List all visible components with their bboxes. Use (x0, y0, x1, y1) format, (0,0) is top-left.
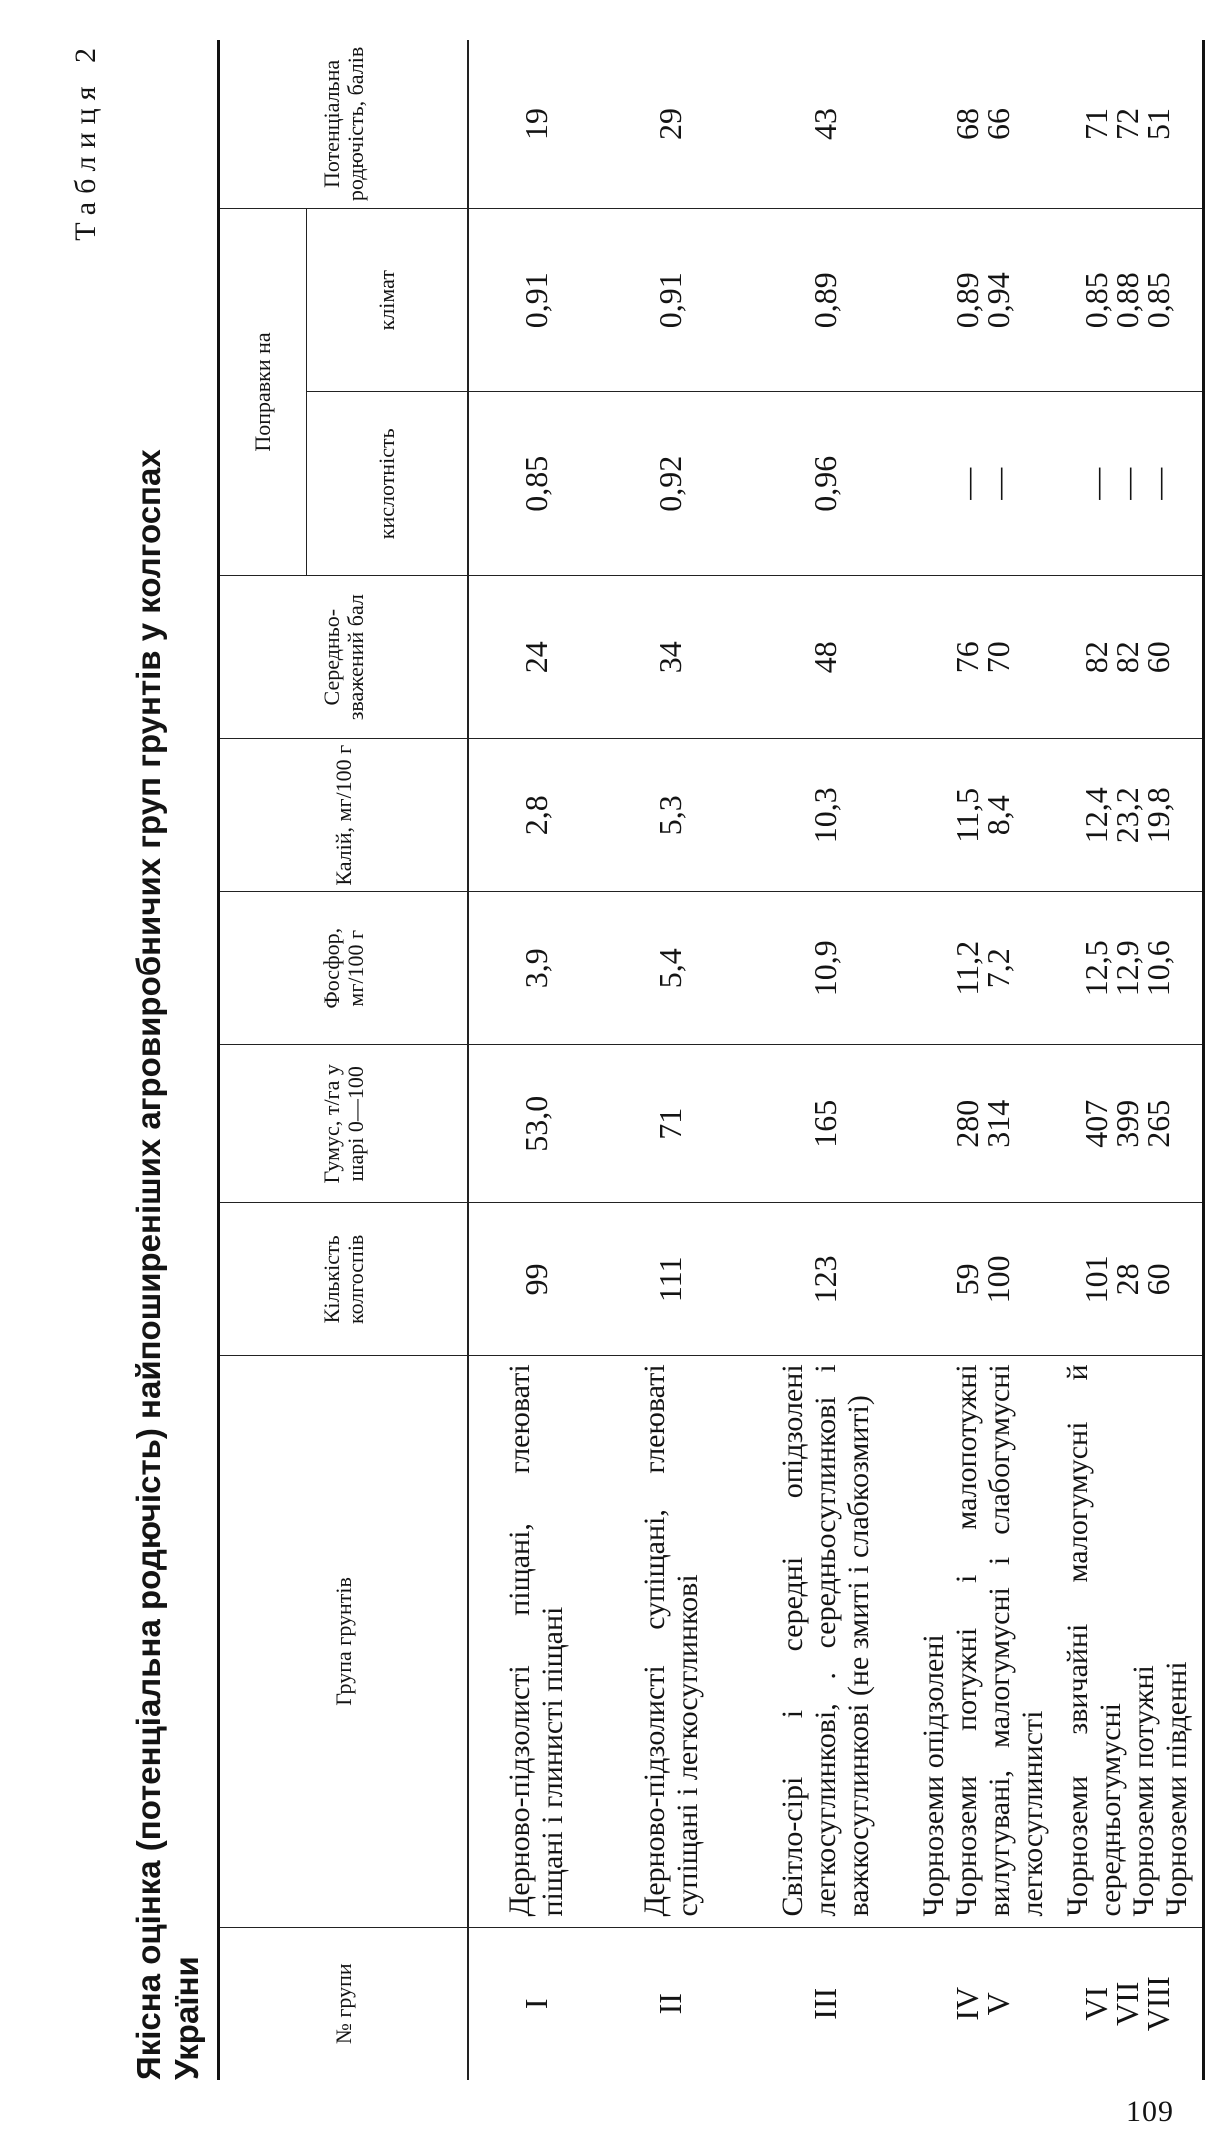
col-header-climate: клімат (307, 208, 469, 392)
cell-potassium: 11,5 8,4 (913, 739, 1053, 892)
cell-humus: 280 314 (913, 1045, 1053, 1203)
cell-climate: 0,89 0,94 (913, 208, 1053, 392)
cell-mean-score: 34 (603, 576, 738, 739)
cell-climate: 0,85 0,88 0,85 (1053, 208, 1203, 392)
cell-count: 59 100 (913, 1203, 1053, 1356)
table-row (1053, 40, 1203, 2080)
col-header-count: Кількість колгоспів (219, 1203, 469, 1356)
col-header-num: № групи (219, 1927, 469, 2080)
cell-mean-score: 24 (468, 576, 603, 739)
cell-count: 123 (738, 1203, 913, 1356)
cell-potassium: 10,3 (738, 739, 913, 892)
soil-quality-table (217, 40, 1205, 2080)
cell-mean-score: 48 (738, 576, 913, 739)
col-header-phosphorus: Фосфор, мг/100 г (219, 892, 469, 1045)
cell-group: Дерново-підзолисті супіщані, глеюваті супіщані і легкосуглинкові (603, 1356, 738, 1927)
cell-acidity: 0,96 (738, 392, 913, 576)
cell-count: 99 (468, 1203, 603, 1356)
rotated-page-content (55, 0, 1194, 2080)
cell-mean-score: 82 82 60 (1053, 576, 1203, 739)
cell-climate: 0,91 (603, 208, 738, 392)
cell-climate: 0,91 (468, 208, 603, 392)
cell-num: II (652, 1993, 688, 2015)
cell-humus: 165 (738, 1045, 913, 1203)
cell-potential: 29 (603, 40, 738, 208)
cell-acidity: 0,92 (603, 392, 738, 576)
col-header-group: Група грунтів (219, 1356, 469, 1927)
table-caption: Якісна оцінка (потенціальна родючість) найпоширеніших агровиробничих груп грунтів у колгоспах України (130, 449, 205, 2080)
col-header-mean-score: Середньо-зважений бал (219, 576, 469, 739)
cell-group: Світло-сірі і середні опідзолені легкосуглинкові, . середньосуглинкові і важкосуглинкові (не змиті і слабкозмиті) (738, 1356, 913, 1927)
table-row (738, 40, 913, 2080)
cell-phosphorus: 10,9 (738, 892, 913, 1045)
cell-mean-score: 76 70 (913, 576, 1053, 739)
cell-humus: 71 (603, 1045, 738, 1203)
col-header-acidity: кислотність (307, 392, 469, 576)
cell-group: Чорноземи звичайні малогумусні й середньогумусні Чорноземи потужні Чорноземи південні (1053, 1356, 1203, 1927)
cell-phosphorus: 12,5 12,9 10,6 (1053, 892, 1203, 1045)
cell-num: IV V (949, 1986, 1016, 2021)
cell-phosphorus: 11,2 7,2 (913, 892, 1053, 1045)
cell-potassium: 12,4 23,2 19,8 (1053, 739, 1203, 892)
cell-potassium: 5,3 (603, 739, 738, 892)
cell-num: I (517, 1998, 554, 2010)
cell-potassium: 2,8 (468, 739, 603, 892)
cell-phosphorus: 3,9 (468, 892, 603, 1045)
col-header-corrections: Поправки на (219, 208, 307, 575)
cell-potential: 19 (468, 40, 603, 208)
cell-acidity: — — — (1053, 392, 1203, 576)
cell-climate: 0,89 (738, 208, 913, 392)
cell-acidity: — — (913, 392, 1053, 576)
cell-humus: 53,0 (468, 1045, 603, 1203)
cell-humus: 407 399 265 (1053, 1045, 1203, 1203)
table-row (468, 40, 603, 2080)
table-row (603, 40, 738, 2080)
table-label: Таблиця 2 (69, 40, 102, 241)
col-header-potential: Потенціальна родючість, балів (219, 40, 469, 208)
cell-potential: 68 66 (913, 40, 1053, 208)
cell-group: Дерново-підзолисті піщані, глеюваті піщані і глинисті піщані (468, 1356, 603, 1927)
col-header-potassium: Калій, мг/100 г (219, 739, 469, 892)
col-header-humus: Гумус, т/га у шарі 0—100 (219, 1045, 469, 1203)
cell-num: VI VII VIII (1053, 1927, 1203, 2080)
cell-potential: 71 72 51 (1053, 40, 1203, 208)
cell-group: Чорноземи опідзолені Чорноземи потужні і малопотужні вилугувані, малогумусні і слабогумусні легкосуглинисті (913, 1356, 1053, 1927)
page-number: 109 (1126, 2095, 1174, 2128)
table-row (913, 40, 1053, 2080)
cell-count: 111 (603, 1203, 738, 1356)
cell-count: 101 28 60 (1053, 1203, 1203, 1356)
cell-potential: 43 (738, 40, 913, 208)
cell-num: III (807, 1987, 843, 2020)
cell-phosphorus: 5,4 (603, 892, 738, 1045)
cell-acidity: 0,85 (468, 392, 603, 576)
